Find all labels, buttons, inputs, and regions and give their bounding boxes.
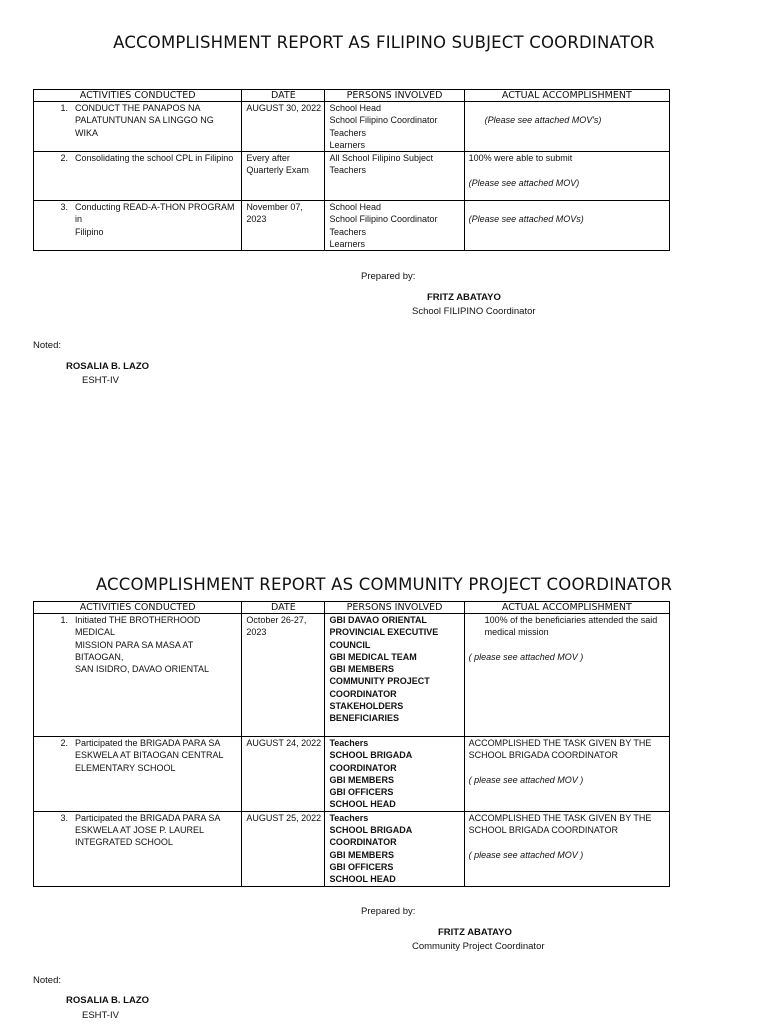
prepared-by-label: Prepared by: <box>361 906 416 917</box>
noted-name: ROSALIA B. LAZO <box>66 361 150 372</box>
activity-line: Initiated THE BROTHERHOOD MEDICAL <box>75 615 201 638</box>
activity-line: ELEMENTARY SCHOOL <box>75 762 176 773</box>
row-number: 3. <box>60 202 68 213</box>
person-line: GBI MEMBERS <box>329 664 394 675</box>
person-line: Teachers <box>329 738 369 748</box>
person-line: PROVINCIAL EXECUTIVE <box>329 627 439 638</box>
date-line: Quarterly Exam <box>246 165 309 176</box>
date-line: November 07, <box>246 202 303 213</box>
date-cell <box>242 614 325 737</box>
preparer-name: FRITZ ABATAYO <box>438 927 512 938</box>
person-line: COORDINATOR <box>329 762 397 773</box>
activity-line: SAN ISIDRO, DAVAO ORIENTAL <box>75 664 210 675</box>
person-line: COORDINATOR <box>329 837 397 848</box>
preparer-role: Community Project Coordinator <box>412 941 545 952</box>
header-activities: ACTIVITIES CONDUCTED <box>34 602 242 614</box>
activity-cell <box>34 152 242 201</box>
activity-line: PALATUNTUNAN SA LINGGO NG WIKA <box>75 115 214 138</box>
persons-cell <box>325 201 464 251</box>
table-header-row <box>34 90 670 102</box>
noted-role: ESHT-IV <box>82 1010 119 1021</box>
person-line: COUNCIL <box>329 639 371 650</box>
accomplishment-line: SCHOOL BRIGADA COORDINATOR <box>468 750 619 761</box>
person-line: Teachers <box>329 812 369 823</box>
date-line: October 26-27, <box>246 615 307 625</box>
accomplishment-cell <box>464 102 669 152</box>
table-row <box>34 737 670 812</box>
accomplishment-cell <box>464 614 669 737</box>
person-line: SCHOOL BRIGADA <box>329 825 413 836</box>
community-accomplishment-table <box>33 601 670 887</box>
person-line: GBI OFFICERS <box>329 787 394 798</box>
person-line: Teachers <box>329 165 366 176</box>
report-title-filipino: ACCOMPLISHMENT REPORT AS FILIPINO SUBJECT COORDINATOR <box>113 33 655 52</box>
date-cell <box>242 102 325 152</box>
date-line: 2023 <box>246 627 267 638</box>
activity-line: INTEGRATED SCHOOL <box>75 837 173 848</box>
person-line: GBI MEMBERS <box>329 774 394 785</box>
accomplishment-line: ( please see attached MOV ) <box>468 651 584 662</box>
person-line: COMMUNITY PROJECT <box>329 676 430 687</box>
activity-line: MISSION PARA SA MASA AT BITAOGAN, <box>75 639 194 662</box>
noted-name: ROSALIA B. LAZO <box>66 995 150 1006</box>
blank-line <box>469 762 666 774</box>
person-line: SCHOOL HEAD <box>329 799 396 810</box>
header-accomplishment: ACTUAL ACCOMPLISHMENT <box>464 602 669 614</box>
accomplishment-line: (Please see attached MOV) <box>468 177 580 188</box>
date-cell <box>242 811 325 886</box>
person-line: School Head <box>329 202 381 213</box>
date-line: AUGUST 25, 2022 <box>246 812 322 823</box>
accomplishment-line: ACCOMPLISHED THE TASK GIVEN BY THE <box>468 738 652 748</box>
accomplishment-line: (Please see attached MOV's) <box>484 115 602 126</box>
noted-label: Noted: <box>33 975 61 986</box>
preparer-name: FRITZ ABATAYO <box>427 292 501 303</box>
date-cell <box>242 201 325 251</box>
date-line: AUGUST 30, 2022 <box>246 103 322 113</box>
activity-line: Filipino <box>75 226 104 237</box>
activity-cell <box>34 201 242 251</box>
accomplishment-line: ACCOMPLISHED THE TASK GIVEN BY THE <box>468 812 652 823</box>
persons-cell <box>325 811 464 886</box>
activity-line: Participated the BRIGADA PARA SA <box>75 738 221 748</box>
person-line: GBI MEDICAL TEAM <box>329 651 417 662</box>
row-number: 1. <box>60 615 68 625</box>
header-accomplishment: ACTUAL ACCOMPLISHMENT <box>464 90 669 102</box>
row-number: 2. <box>60 738 68 748</box>
person-line: BENEFICIARIES <box>329 713 399 724</box>
blank-line <box>469 164 666 176</box>
accomplishment-line: (Please see attached MOVs) <box>468 214 584 225</box>
blank-line <box>469 102 666 114</box>
date-line: AUGUST 24, 2022 <box>246 738 322 748</box>
person-line: Learners <box>329 239 365 250</box>
preparer-role: School FILIPINO Coordinator <box>412 306 536 317</box>
person-line: STAKEHOLDERS <box>329 701 404 712</box>
accomplishment-cell <box>464 201 669 251</box>
prepared-by-label: Prepared by: <box>361 271 416 282</box>
person-line: School Filipino Coordinator <box>329 214 438 225</box>
person-line: GBI MEMBERS <box>329 849 394 860</box>
person-line: GBI OFFICERS <box>329 861 394 872</box>
table-row <box>34 201 670 251</box>
persons-cell <box>325 737 464 812</box>
activity-cell <box>34 811 242 886</box>
accomplishment-line: medical mission <box>484 627 549 638</box>
person-line: All School Filipino Subject <box>329 153 433 164</box>
accomplishment-cell <box>464 811 669 886</box>
person-line: GBI DAVAO ORIENTAL <box>329 615 427 625</box>
blank-line <box>469 639 666 651</box>
person-line: SCHOOL BRIGADA <box>329 750 413 761</box>
date-cell <box>242 152 325 201</box>
header-persons: PERSONS INVOLVED <box>325 602 464 614</box>
persons-cell <box>325 614 464 737</box>
accomplishment-line: ( please see attached MOV ) <box>468 849 584 860</box>
date-line: 2023 <box>246 214 267 225</box>
header-activities: ACTIVITIES CONDUCTED <box>34 90 242 102</box>
table-row <box>34 102 670 152</box>
activity-cell <box>34 614 242 737</box>
activity-cell <box>34 737 242 812</box>
blank-line <box>469 201 666 213</box>
person-line: COORDINATOR <box>329 688 397 699</box>
header-date: DATE <box>242 602 325 614</box>
row-number: 3. <box>60 812 68 823</box>
blank-line <box>469 836 666 848</box>
row-number: 2. <box>60 153 68 164</box>
person-line: School Filipino Coordinator <box>329 115 438 126</box>
table-header-row <box>34 602 670 614</box>
header-persons: PERSONS INVOLVED <box>325 90 464 102</box>
person-line: SCHOOL HEAD <box>329 874 396 885</box>
activity-line: CONDUCT THE PANAPOS NA <box>75 103 201 113</box>
accomplishment-line: 100% were able to submit <box>468 153 573 164</box>
activity-line: ESKWELA AT JOSE P. LAUREL <box>75 825 205 836</box>
activity-line: Participated the BRIGADA PARA SA <box>75 812 221 823</box>
accomplishment-line: 100% of the beneficiaries attended the said <box>484 615 658 625</box>
table-row <box>34 152 670 201</box>
activity-line: Conducting READ-A-THON PROGRAM in <box>75 202 235 225</box>
activity-cell <box>34 102 242 152</box>
report-title-community: ACCOMPLISHMENT REPORT AS COMMUNITY PROJECT COORDINATOR <box>95 575 673 594</box>
table-row <box>34 811 670 886</box>
person-line: School Head <box>329 103 381 113</box>
accomplishment-line: SCHOOL BRIGADA COORDINATOR <box>468 825 619 836</box>
accomplishment-cell <box>464 737 669 812</box>
header-date: DATE <box>242 90 325 102</box>
person-line: Teachers <box>329 226 366 237</box>
table-row <box>34 614 670 737</box>
date-line: Every after <box>246 153 290 164</box>
row-number: 1. <box>60 103 68 113</box>
persons-cell <box>325 102 464 152</box>
noted-role: ESHT-IV <box>82 375 119 386</box>
accomplishment-cell <box>464 152 669 201</box>
noted-label: Noted: <box>33 340 61 351</box>
accomplishment-line: ( please see attached MOV ) <box>468 774 584 785</box>
date-cell <box>242 737 325 812</box>
filipino-accomplishment-table <box>33 89 670 251</box>
person-line: Teachers <box>329 127 366 138</box>
person-line: Learners <box>329 139 365 150</box>
activity-line: Consolidating the school CPL in Filipino <box>75 153 234 164</box>
persons-cell <box>325 152 464 201</box>
activity-line: ESKWELA AT BITAOGAN CENTRAL <box>75 750 224 761</box>
